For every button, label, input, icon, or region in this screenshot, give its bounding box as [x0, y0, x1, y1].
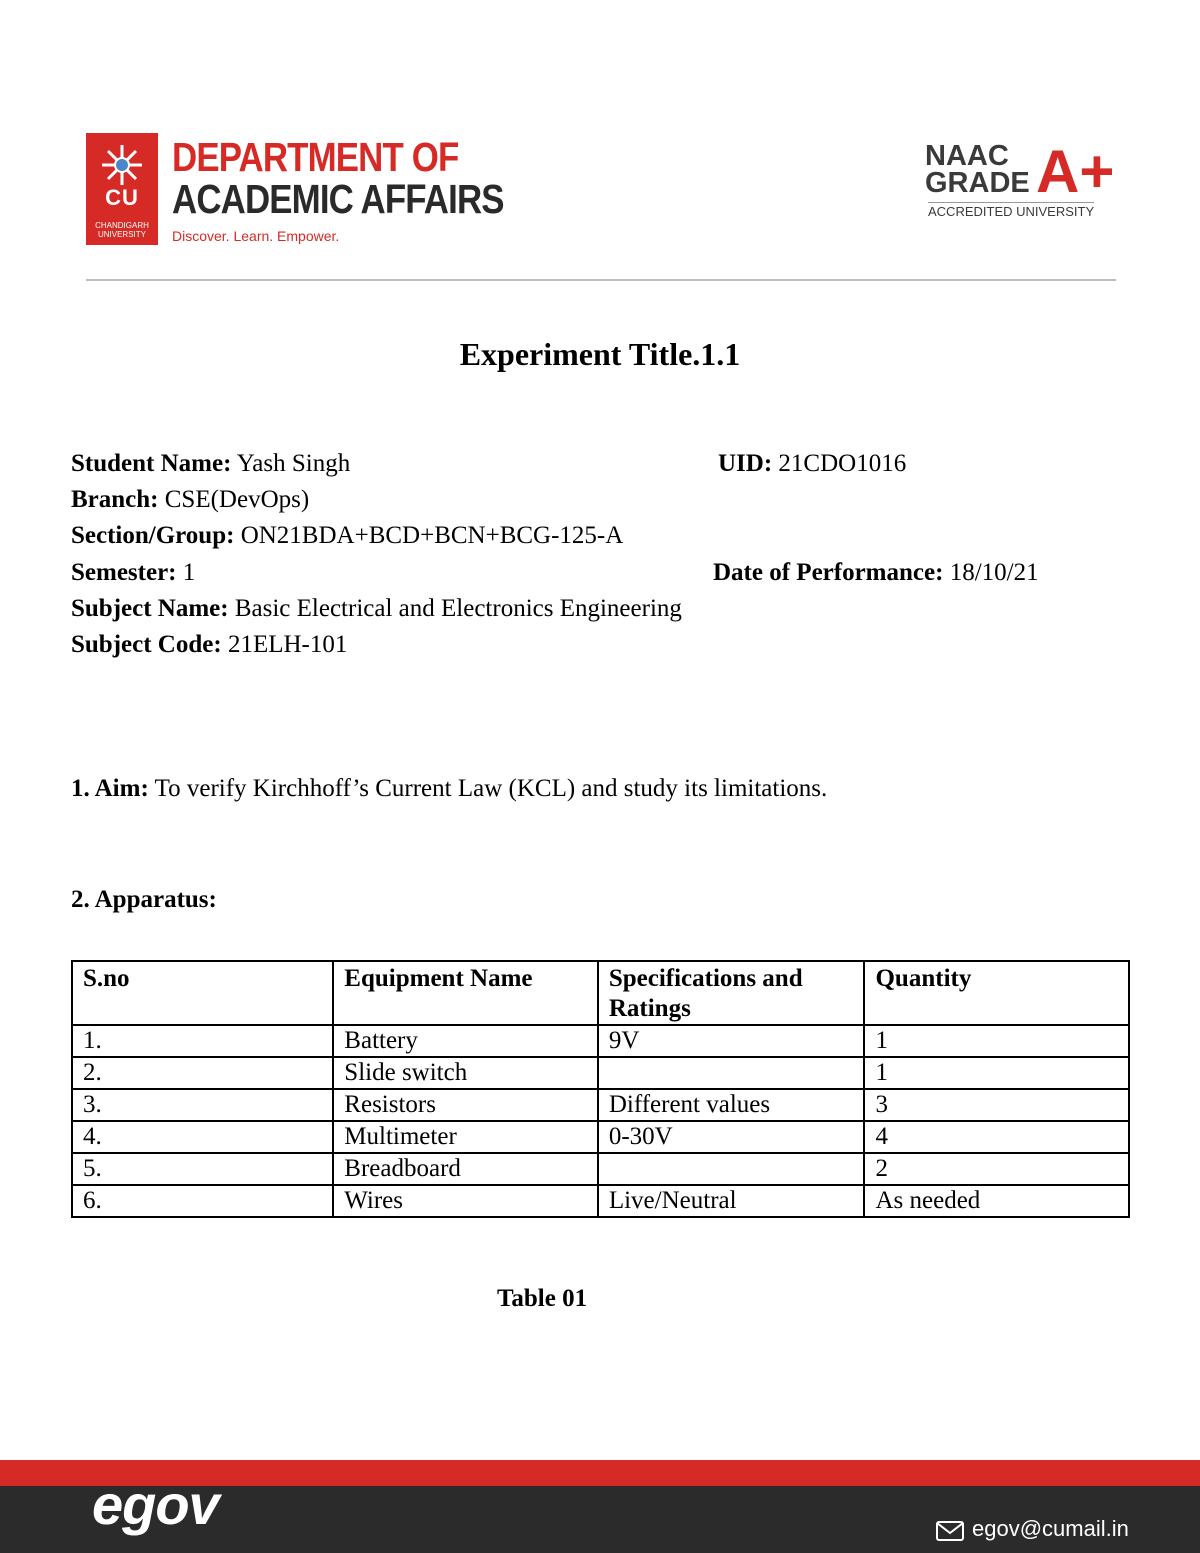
table-cell: 1. [72, 1025, 333, 1057]
subject-value: Basic Electrical and Electronics Engineering [228, 595, 682, 622]
table-caption: Table 01 [497, 1285, 588, 1312]
table-cell: As needed [864, 1185, 1129, 1217]
table-cell: Resistors [333, 1089, 598, 1121]
apparatus-table [71, 960, 1130, 1218]
naac-line-1: NAAC [925, 140, 1009, 172]
table-row [72, 1057, 1129, 1089]
experiment-title: Experiment Title.1.1 [459, 336, 741, 372]
column-header: S.no [72, 961, 333, 1025]
table-cell [598, 1153, 865, 1185]
section-value: ON21BDA+BCD+BCN+BCG-125-A [234, 522, 624, 549]
table-cell: 6. [72, 1185, 333, 1217]
student-label: Student Name: [71, 450, 232, 477]
logo-line-1: DEPARTMENT OF [172, 134, 459, 180]
table-row [72, 1025, 1129, 1057]
aim-text: To verify Kirchhoff’s Current Law (KCL) and study its limitations. [148, 775, 828, 802]
semester-value: 1 [176, 559, 196, 586]
table-cell: Live/Neutral [598, 1185, 865, 1217]
branch-line [71, 486, 309, 514]
naac-logo [925, 140, 1030, 199]
logo-line-2: ACADEMIC AFFAIRS [172, 176, 504, 222]
table-cell: 1 [864, 1025, 1129, 1057]
table-cell: Slide switch [333, 1057, 598, 1089]
table-header-row [72, 961, 1129, 1025]
egov-logo: egov [92, 1473, 219, 1536]
code-value: 21ELH-101 [221, 631, 348, 658]
column-header: Equipment Name [333, 961, 598, 1025]
table-cell: 3 [864, 1089, 1129, 1121]
aim-line [71, 775, 827, 803]
student-value: Yash Singh [231, 450, 351, 477]
table-cell: 2. [72, 1057, 333, 1089]
column-header: Quantity [864, 961, 1129, 1025]
date-value: 18/10/21 [943, 559, 1039, 586]
apparatus-heading [71, 886, 217, 914]
table-cell: Different values [598, 1089, 865, 1121]
code-label: Subject Code: [71, 631, 222, 658]
table-cell: 1 [864, 1057, 1129, 1089]
uid-label: UID: [718, 450, 773, 477]
aim-label: 1. Aim: [71, 775, 149, 802]
table-cell: Battery [333, 1025, 598, 1057]
table-cell [598, 1057, 865, 1089]
table-cell: 9V [598, 1025, 865, 1057]
grade-a-plus-mark [1036, 142, 1116, 198]
date-label: Date of Performance: [713, 559, 944, 586]
naac-grade-text: A+ [1036, 142, 1115, 198]
table-cell: 0-30V [598, 1121, 865, 1153]
student-name-line [71, 450, 350, 478]
table-row [72, 1185, 1129, 1217]
section-label: Section/Group: [71, 522, 235, 549]
uid-line [718, 450, 906, 478]
column-header: Specifications and Ratings [598, 961, 865, 1025]
section-line [71, 522, 623, 550]
table-cell: Multimeter [333, 1121, 598, 1153]
cu-subtext: CHANDIGARH UNIVERSITY [95, 221, 149, 239]
semester-label: Semester: [71, 559, 177, 586]
naac-line-2: GRADE [925, 167, 1030, 199]
footer-email[interactable]: egov@cumail.in [972, 1516, 1129, 1541]
table-cell: 3. [72, 1089, 333, 1121]
subject-label: Subject Name: [71, 595, 229, 622]
uid-value: 21CDO1016 [772, 450, 907, 477]
branch-label: Branch: [71, 486, 159, 513]
table-cell: Wires [333, 1185, 598, 1217]
table-cell: Breadboard [333, 1153, 598, 1185]
date-line [713, 559, 1039, 587]
apparatus-heading-text: 2. Apparatus: [71, 886, 217, 913]
table-row [72, 1121, 1129, 1153]
table-row [72, 1089, 1129, 1121]
chandigarh-university-logo [86, 133, 158, 245]
mail-icon [936, 1521, 964, 1541]
header-divider [86, 279, 1116, 281]
table-cell: 5. [72, 1153, 333, 1185]
semester-line [71, 559, 195, 587]
cu-abbreviation: CU [105, 185, 139, 210]
accredited-text: ACCREDITED UNIVERSITY [928, 204, 1095, 219]
table-cell: 4. [72, 1121, 333, 1153]
table-row [72, 1153, 1129, 1185]
table-cell: 2 [864, 1153, 1129, 1185]
subject-code-line [71, 631, 347, 659]
subject-name-line [71, 595, 682, 623]
snowflake-emblem-icon [98, 141, 146, 189]
branch-value: CSE(DevOps) [158, 486, 310, 513]
table-cell: 4 [864, 1121, 1129, 1153]
tagline: Discover. Learn. Empower. [172, 228, 340, 244]
